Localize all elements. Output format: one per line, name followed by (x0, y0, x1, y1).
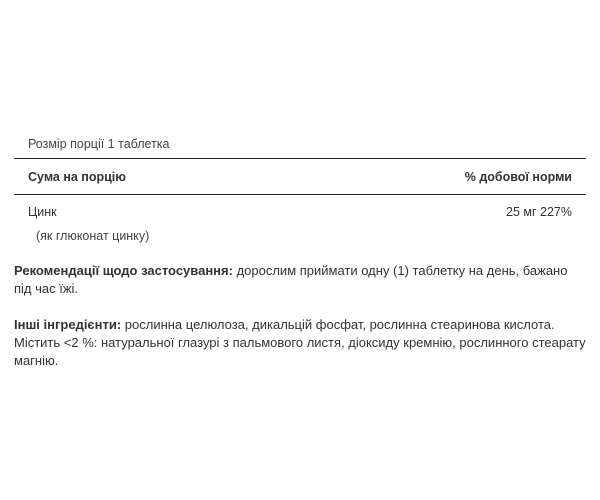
daily-value-label: % добової норми (464, 169, 572, 184)
ingredients-label: Інші інгредієнти: (14, 317, 122, 332)
nutrient-amount: 25 мг 227% (506, 205, 572, 219)
nutrient-name: Цинк (28, 205, 57, 219)
other-ingredients (14, 316, 586, 370)
amount-per-serving-label: Сума на порцію (28, 169, 126, 184)
nutrient-note: (як глюконат цинку) (36, 229, 150, 243)
serving-size: Розмір порції 1 таблетка (14, 130, 586, 159)
supplement-facts-table (14, 130, 586, 247)
table-row (14, 199, 586, 225)
table-header-row (14, 159, 586, 195)
ingredients-text: рослинна целюлоза, дикальцій фосфат, рослинна стеаринова кислота. Містить <2 %: натуральної глазурі з пальмового листя, діоксиду кремнію, рослинного стеарату магнію. (14, 317, 586, 368)
usage-text: дорослим приймати одну (1) таблетку на день, бажано під час їжі. (14, 263, 568, 296)
usage-label: Рекомендації щодо застосування: (14, 263, 233, 278)
usage-recommendation (14, 262, 586, 298)
